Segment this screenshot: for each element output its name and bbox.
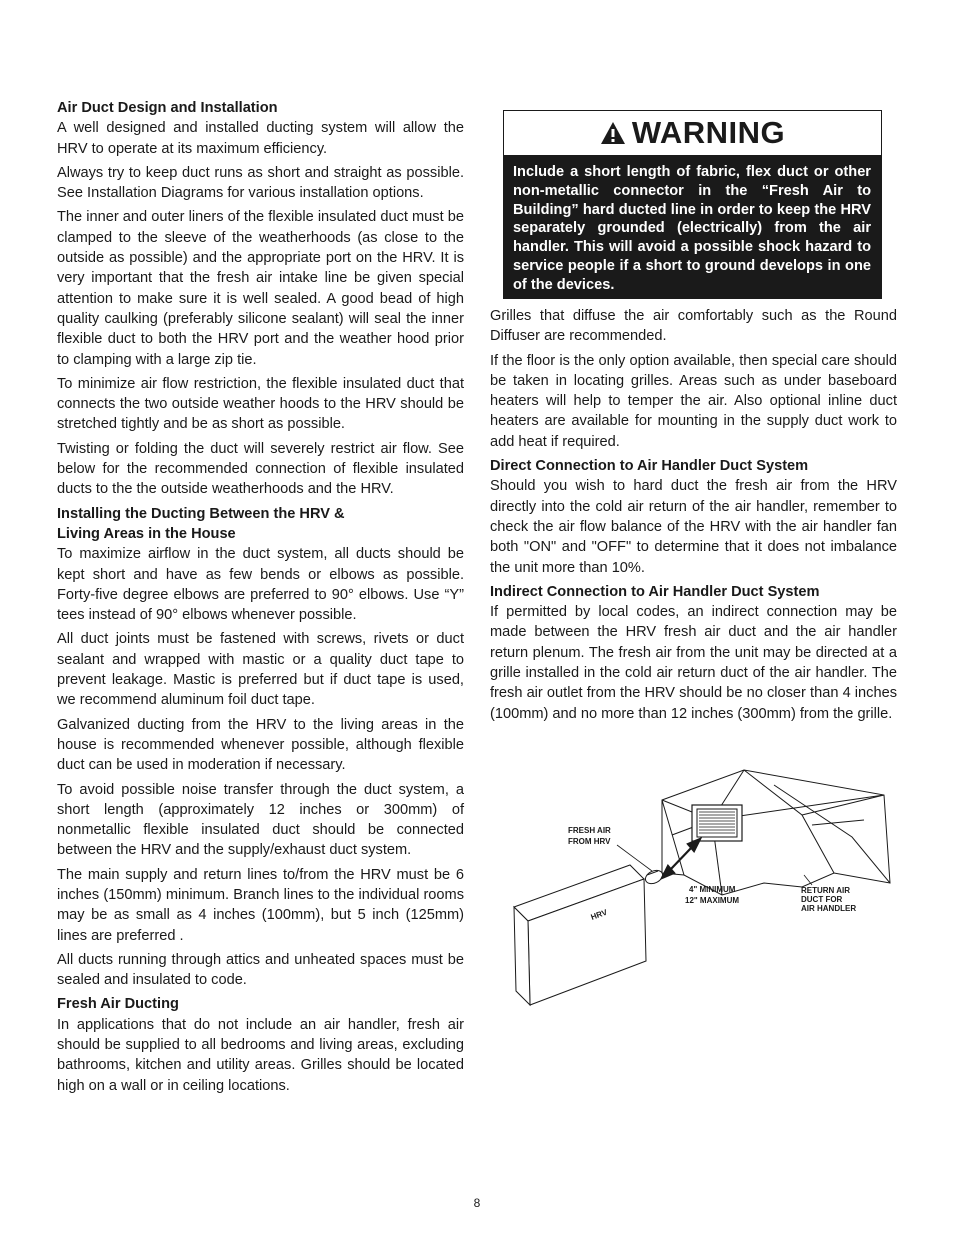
paragraph: In applications that do not include an air handler, fresh air should be supplied to all bedrooms and living areas, excluding bathrooms, kitchen and utility areas. Grilles should be located high on a wall or in ceiling locations. <box>57 1016 464 1094</box>
heading-line: Living Areas in the House <box>57 525 236 542</box>
heading-indirect-connection: Indirect Connection to Air Handler Duct System <box>490 583 820 600</box>
warning-triangle-icon <box>600 121 626 145</box>
fresh-air-label-line2: FROM HRV <box>568 837 611 846</box>
return-air-label-line3: AIR HANDLER <box>801 904 857 913</box>
paragraph: If permitted by local codes, an indirect connection may be made between the HRV fresh air duct and the air handler return plenum. The fresh air from the unit may be directed at a grille installed in the cold air return duct of the air handler. The fresh air outlet from the HRV should be no closer than 4 inches (100mm) and no more than 12 inches (300mm) from the grille. <box>490 604 897 722</box>
paragraph: Always try to keep duct runs as short and straight as possible. See Installation Diagrams for various installation options. <box>57 164 464 202</box>
paragraph: To maximize airflow in the duct system, all ducts should be kept short and have as few bends or elbows as possible. Forty-five degree elbows are preferred to 90° elbows. Use “Y” tees instead of 90° elbows whenever possible. <box>57 546 464 624</box>
left-column <box>57 98 464 1100</box>
paragraph: Twisting or folding the duct will severely restrict air flow. See below for the recommended connection of flexible insulated ducts to the the outside weatherhoods and the HRV. <box>57 440 464 498</box>
warning-box <box>503 110 882 299</box>
page-number: 8 <box>473 1196 481 1210</box>
heading-line: Installing the Ducting Between the HRV & <box>57 505 345 522</box>
heading-air-duct-design: Air Duct Design and Installation <box>57 100 278 116</box>
fresh-air-leader-line <box>617 845 652 871</box>
paragraph: All ducts running through attics and unheated spaces must be sealed and insulated to code. <box>57 951 464 989</box>
heading-direct-connection: Direct Connection to Air Handler Duct System <box>490 458 809 475</box>
fresh-air-label-line1: FRESH AIR <box>568 826 611 835</box>
right-column <box>490 306 897 728</box>
distance-label-line1: 4" MINIMUM <box>689 885 736 894</box>
paragraph: To minimize air flow restriction, the flexible insulated duct that connects the two outside weather hoods to the HRV should be stretched tightly and be as short as possible. <box>57 375 464 433</box>
warning-header <box>504 111 881 155</box>
warning-title: WARNING <box>631 115 786 150</box>
paragraph: If the floor is the only option available, then special care should be taken in locating grilles. Areas such as under baseboard heaters will help to temper the air. Also optional inline duct heaters are available for mounting in the supply duct work to add heat if required. <box>490 352 897 450</box>
hrv-unit-illustration <box>514 865 665 1005</box>
warning-text: Include a short length of fabric, flex duct or other non-metallic connector in the “Fresh Air to Building” hard ducted line in order to keep the HRV separately grounded (electrically) from the air handler. This will avoid a possible shock hazard to service people if a short to ground develops in one of the devices. <box>504 155 881 298</box>
paragraph: A well designed and installed ducting system will allow the HRV to operate at its maximum efficiency. <box>57 120 464 157</box>
return-air-label-line2: DUCT FOR <box>801 895 843 904</box>
return-air-duct-illustration <box>662 770 890 895</box>
diagram-hrv-label: HRV <box>589 907 609 922</box>
duct-connection-diagram <box>512 765 892 1010</box>
paragraph: The main supply and return lines to/from the HRV must be 6 inches (150mm) minimum. Branch lines to the individual rooms may be as small as 4 inches (100mm), but 5 inch (125mm) lines are preferred . <box>57 866 464 944</box>
paragraph: All duct joints must be fastened with screws, rivets or duct sealant and wrapped with mastic or a quality duct tape to prevent leakage. Mastic is preferred but if duct tape is used, we recommend aluminum foil duct tape. <box>57 631 464 709</box>
paragraph: The inner and outer liners of the flexible insulated duct must be clamped to the sleeve of the weatherhoods (as close to the outside as possible) and the appropriate port on the HRV. It is very important that the fresh air intake line be given special attention to make sure it is well sealed. A good bead of high quality caulking (preferably silicone sealant) will seal the inner flexible duct to both the HRV port and the weather hood prior to clamping with a large zip tie. <box>57 209 464 368</box>
paragraph: To avoid possible noise transfer through the duct system, a short length (approximately 12 inches or 300mm) of nonmetallic flexible insulated duct should be connected between the HRV and the supply/exhaust duct system. <box>57 781 464 859</box>
heading-fresh-air-ducting: Fresh Air Ducting <box>57 996 179 1013</box>
distance-label-line2: 12" MAXIMUM <box>685 896 740 905</box>
paragraph: Should you wish to hard duct the fresh air from the HRV directly into the cold air return of the air handler, remember to check the air flow balance of the HRV with the air handler fan both "ON" and "OFF" to determine that it does not imbalance the unit more than 10%. <box>490 478 897 576</box>
paragraph: Galvanized ducting from the HRV to the living areas in the house is recommended whenever possible, although flexible duct can be used in moderation if necessary. <box>57 716 464 774</box>
paragraph: Grilles that diffuse the air comfortably such as the Round Diffuser are recommended. <box>490 308 897 345</box>
heading-installing-ducting <box>57 504 464 545</box>
return-air-label-line1: RETURN AIR <box>801 886 851 895</box>
